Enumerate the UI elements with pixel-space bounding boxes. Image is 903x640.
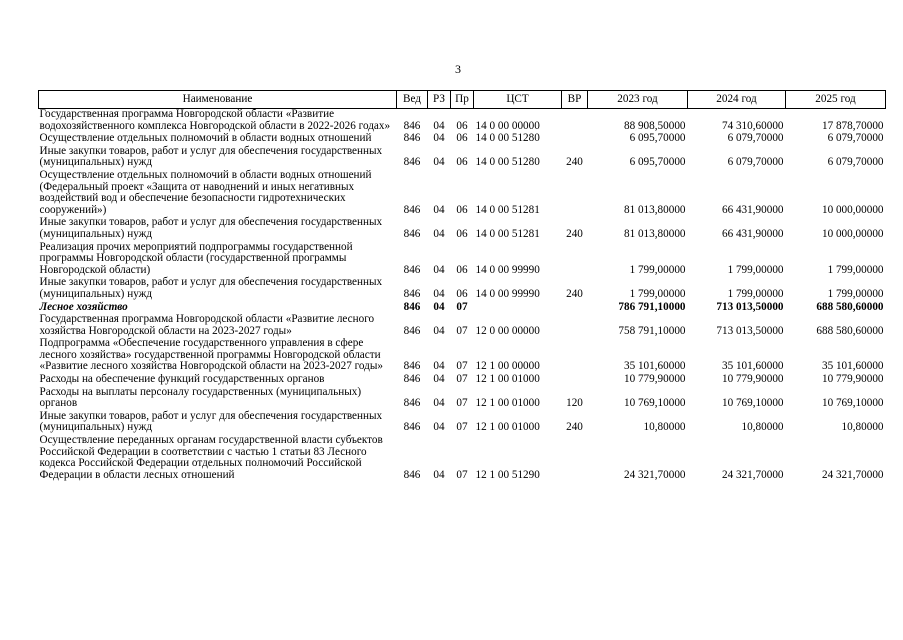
cell-pr: 06 — [456, 263, 468, 276]
cell-ved: 846 — [403, 397, 421, 410]
cell-vr: 240 — [566, 227, 583, 240]
cell-y2025: 6 079,70000 — [827, 156, 884, 169]
cell-name: Государственная программа Новгородской области «Развитие водохозяйственного комплекса Новгородской области в 2022-2026 годах» — [39, 108, 391, 132]
cell-cst: 12 1 00 00000 — [475, 360, 540, 373]
cell-y2023: 10 779,90000 — [623, 373, 686, 386]
cell-y2025: 35 101,60000 — [821, 360, 884, 373]
cell-rz: 04 — [433, 287, 445, 300]
cell-y2025: 1 799,00000 — [827, 287, 884, 300]
cell-cst: 14 0 00 51280 — [475, 132, 540, 145]
cell-vr — [562, 242, 588, 278]
cell-y2023: 88 908,50000 — [623, 119, 686, 132]
cell-name: Иные закупки товаров, работ и услуг для обеспечения государственных (муниципальных) нужд — [39, 276, 383, 300]
cell-y2024: 24 321,70000 — [721, 468, 784, 481]
cell-vr — [562, 302, 588, 315]
header-2023: 2023 год — [588, 91, 688, 109]
header-ved: Вед — [397, 91, 428, 109]
table-row — [39, 387, 886, 411]
cell-rz: 04 — [433, 156, 445, 169]
cell-rz: 04 — [433, 119, 445, 132]
table-row — [39, 338, 886, 374]
table-row — [39, 146, 886, 170]
cell-pr: 07 — [456, 373, 468, 386]
cell-pr: 06 — [456, 119, 468, 132]
cell-y2025: 10,80000 — [841, 421, 884, 434]
cell-y2025: 6 079,70000 — [827, 132, 884, 145]
cell-cst: 14 0 00 99990 — [475, 263, 540, 276]
cell-pr: 07 — [456, 397, 468, 410]
cell-vr — [562, 338, 588, 374]
cell-name: Иные закупки товаров, работ и услуг для обеспечения государственных (муниципальных) нужд — [39, 144, 383, 169]
cell-y2023: 81 013,80000 — [623, 203, 686, 216]
cell-ved: 846 — [403, 360, 421, 373]
cell-y2023: 758 791,10000 — [618, 324, 686, 337]
table-row — [39, 411, 886, 435]
table-row — [39, 133, 886, 146]
cell-rz: 04 — [433, 300, 445, 313]
cell-pr: 06 — [456, 227, 468, 240]
cell-ved: 846 — [403, 119, 421, 132]
cell-pr: 07 — [456, 468, 468, 481]
cell-cst: 14 0 00 00000 — [475, 119, 540, 132]
cell-y2023: 81 013,80000 — [623, 227, 686, 240]
cell-y2025: 1 799,00000 — [827, 263, 884, 276]
header-2024: 2024 год — [688, 91, 786, 109]
table-row — [39, 374, 886, 387]
cell-name: Осуществление отдельных полномочий в области водных отношений — [39, 132, 372, 145]
cell-y2023: 6 095,70000 — [629, 156, 686, 169]
table-row — [39, 170, 886, 217]
cell-rz: 04 — [433, 324, 445, 337]
cell-name: Расходы на выплаты персоналу государственных (муниципальных) органов — [39, 385, 362, 410]
cell-ved: 846 — [403, 287, 421, 300]
cell-name: Лесное хозяйство — [39, 300, 128, 313]
cell-cst: 14 0 00 99990 — [475, 287, 540, 300]
cell-y2023: 24 321,70000 — [623, 468, 686, 481]
cell-rz: 04 — [433, 360, 445, 373]
cell-ved: 846 — [403, 132, 421, 145]
cell-cst: 12 1 00 01000 — [475, 373, 540, 386]
cell-y2024: 66 431,90000 — [721, 227, 784, 240]
cell-y2023: 10,80000 — [643, 421, 686, 434]
cell-y2024: 10 779,90000 — [721, 373, 784, 386]
cell-rz: 04 — [433, 132, 445, 145]
cell-y2024: 10,80000 — [741, 421, 784, 434]
cell-cst: 12 0 00 00000 — [475, 324, 540, 337]
cell-name: Государственная программа Новгородской области «Развитие лесного хозяйства Новгородской области на 2023-2027 годы» — [39, 313, 375, 337]
cell-pr: 06 — [456, 203, 468, 216]
cell-rz: 04 — [433, 468, 445, 481]
cell-name: Реализация прочих мероприятий подпрограммы государственной программы Новгородской области (государственной программы Новгородской области) — [39, 240, 353, 276]
table-header-row — [39, 91, 886, 109]
cell-vr: 240 — [566, 287, 583, 300]
cell-pr: 06 — [456, 156, 468, 169]
cell-name: Осуществление переданных органам государственной власти субъектов Российской Федерации в соответствии с частью 1 статьи 83 Лесного кодекса Российской Федерации отдельных полномочий Российской Федерации в области лесных отношений — [39, 434, 383, 481]
cell-rz: 04 — [433, 397, 445, 410]
header-pr: Пр — [451, 91, 474, 109]
cell-cst: 12 1 00 01000 — [475, 421, 540, 434]
cell-ved: 846 — [403, 227, 421, 240]
cell-y2024: 6 079,70000 — [727, 132, 784, 145]
cell-y2023: 786 791,10000 — [618, 300, 686, 313]
cell-y2025: 10 000,00000 — [821, 227, 884, 240]
cell-y2023: 10 769,10000 — [623, 397, 686, 410]
cell-ved: 846 — [403, 156, 421, 169]
page-number: 3 — [455, 62, 461, 76]
cell-vr — [562, 314, 588, 338]
cell-y2025: 10 000,00000 — [821, 203, 884, 216]
cell-ved: 846 — [403, 300, 421, 313]
cell-rz: 04 — [433, 227, 445, 240]
cell-y2025: 10 779,90000 — [821, 373, 884, 386]
cell-pr: 06 — [456, 287, 468, 300]
cell-y2025: 10 769,10000 — [821, 397, 884, 410]
cell-cst — [474, 302, 562, 315]
cell-pr: 06 — [456, 132, 468, 145]
cell-cst: 14 0 00 51281 — [475, 203, 540, 216]
table-row — [39, 217, 886, 241]
cell-rz: 04 — [433, 203, 445, 216]
cell-ved: 846 — [403, 421, 421, 434]
cell-vr — [562, 435, 588, 482]
cell-y2024: 1 799,00000 — [727, 263, 784, 276]
cell-name: Иные закупки товаров, работ и услуг для обеспечения государственных (муниципальных) нужд — [39, 216, 383, 240]
cell-cst: 14 0 00 51280 — [475, 156, 540, 169]
table-row — [39, 314, 886, 338]
cell-rz: 04 — [433, 263, 445, 276]
cell-y2024: 74 310,60000 — [721, 119, 784, 132]
cell-y2024: 10 769,10000 — [721, 397, 784, 410]
header-vr: ВР — [562, 91, 588, 109]
cell-vr — [562, 170, 588, 217]
cell-y2025: 688 580,60000 — [816, 324, 884, 337]
cell-name: Осуществление отдельных полномочий в области водных отношений (Федеральный проект «Защита от наводнений и иных негативных воздействий вод и обеспечение безопасности гидротехнических сооружений») — [39, 168, 372, 216]
cell-pr: 07 — [456, 300, 468, 313]
header-cst: ЦСТ — [474, 91, 562, 109]
cell-vr — [562, 374, 588, 387]
cell-name: Подпрограмма «Обеспечение государственного управления в сфере лесного хозяйства» государственной программы Новгородской области «Развитие лесного хозяйства Новгородской области на 2023-2027 годы» — [39, 337, 383, 373]
cell-y2024: 35 101,60000 — [721, 360, 784, 373]
cell-y2023: 35 101,60000 — [623, 360, 686, 373]
cell-y2025: 17 878,70000 — [821, 119, 884, 132]
table-row — [39, 435, 886, 482]
cell-y2024: 713 013,50000 — [716, 324, 784, 337]
cell-y2024: 66 431,90000 — [721, 203, 784, 216]
header-rz: РЗ — [428, 91, 451, 109]
cell-y2023: 1 799,00000 — [629, 263, 686, 276]
table-row — [39, 242, 886, 278]
cell-y2025: 24 321,70000 — [821, 468, 884, 481]
cell-vr: 240 — [566, 156, 583, 169]
cell-ved: 846 — [403, 468, 421, 481]
table-row — [39, 109, 886, 134]
cell-cst: 14 0 00 51281 — [475, 227, 540, 240]
cell-vr — [562, 133, 588, 146]
cell-cst: 12 1 00 51290 — [475, 468, 540, 481]
cell-rz: 04 — [433, 421, 445, 434]
cell-cst: 12 1 00 01000 — [475, 397, 540, 410]
cell-pr: 07 — [456, 360, 468, 373]
cell-pr: 07 — [456, 324, 468, 337]
cell-y2024: 6 079,70000 — [727, 156, 784, 169]
cell-vr — [562, 109, 588, 134]
cell-ved: 846 — [403, 263, 421, 276]
cell-y2024: 713 013,50000 — [716, 300, 784, 313]
cell-ved: 846 — [403, 373, 421, 386]
cell-vr: 120 — [566, 397, 583, 410]
cell-ved: 846 — [403, 203, 421, 216]
cell-ved: 846 — [403, 324, 421, 337]
header-name: Наименование — [39, 91, 397, 109]
cell-name: Иные закупки товаров, работ и услуг для обеспечения государственных (муниципальных) нужд — [39, 409, 383, 434]
cell-name: Расходы на обеспечение функций государственных органов — [39, 373, 325, 386]
header-2025: 2025 год — [786, 91, 886, 109]
cell-y2023: 6 095,70000 — [629, 132, 686, 145]
table-row — [39, 277, 886, 301]
cell-y2023: 1 799,00000 — [629, 287, 686, 300]
cell-y2024: 1 799,00000 — [727, 287, 784, 300]
cell-rz: 04 — [433, 373, 445, 386]
cell-y2025: 688 580,60000 — [816, 300, 884, 313]
budget-table — [38, 90, 886, 482]
cell-pr: 07 — [456, 421, 468, 434]
cell-vr: 240 — [566, 421, 583, 434]
